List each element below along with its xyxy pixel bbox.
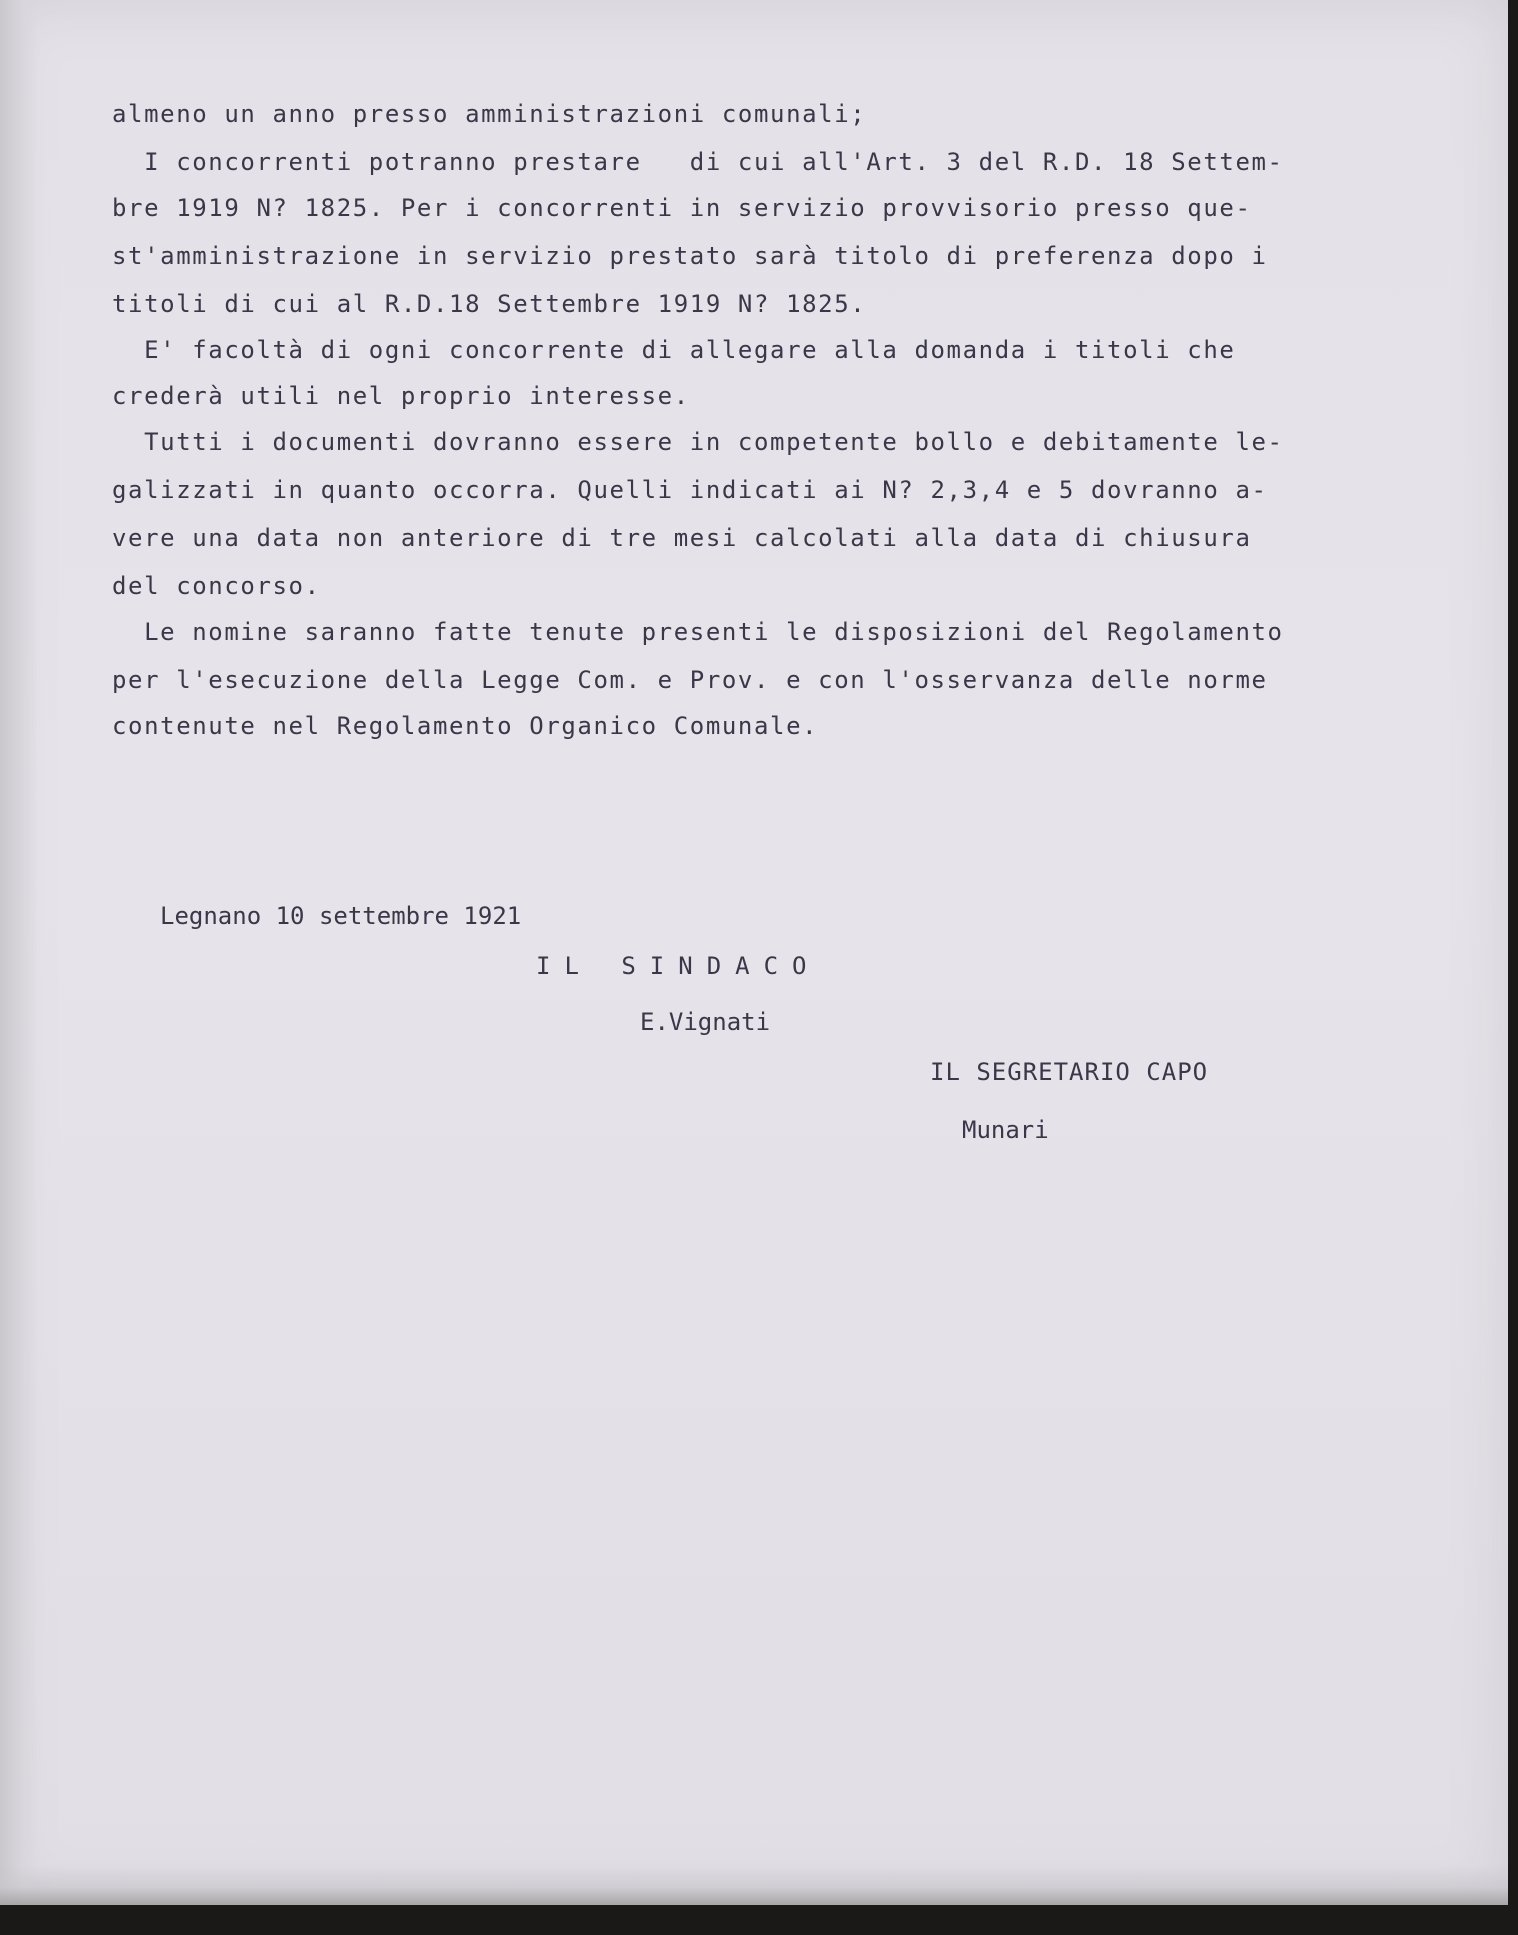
body-line: del concorso. [112, 572, 321, 600]
sindaco-title: IL SINDACO [536, 952, 821, 980]
body-line: almeno un anno presso amministrazioni comunali; [112, 100, 867, 128]
page-left-edge [0, 0, 38, 1905]
body-line: E' facoltà di ogni concorrente di allegare alla domanda i titoli che [112, 336, 1236, 364]
body-line: titoli di cui al R.D.18 Settembre 1919 N? 1825. [112, 290, 867, 318]
sindaco-name: E.Vignati [640, 1008, 771, 1036]
segretario-title: IL SEGRETARIO CAPO [930, 1058, 1209, 1086]
body-line: Le nomine saranno fatte tenute presenti le disposizioni del Regolamento [112, 618, 1284, 646]
body-line: galizzati in quanto occorra. Quelli indicati ai N? 2,3,4 e 5 dovranno a- [112, 476, 1268, 504]
body-line: per l'esecuzione della Legge Com. e Prov. e con l'osservanza delle norme [112, 666, 1268, 694]
body-line: bre 1919 N? 1825. Per i concorrenti in servizio provvisorio presso que- [112, 194, 1252, 222]
body-line: st'amministrazione in servizio prestato sarà titolo di preferenza dopo i [112, 242, 1268, 270]
body-line: contenute nel Regolamento Organico Comunale. [112, 712, 819, 740]
date-line: Legnano 10 settembre 1921 [160, 902, 522, 930]
page-bottom-wear [0, 1865, 1508, 1905]
body-line: I concorrenti potranno prestare di cui all'Art. 3 del R.D. 18 Settem- [112, 148, 1284, 176]
body-line: vere una data non anteriore di tre mesi calcolati alla data di chiusura [112, 524, 1252, 552]
body-line: crederà utili nel proprio interesse. [112, 382, 690, 410]
body-line: Tutti i documenti dovranno essere in competente bollo e debitamente le- [112, 428, 1284, 456]
segretario-name: Munari [962, 1116, 1049, 1144]
